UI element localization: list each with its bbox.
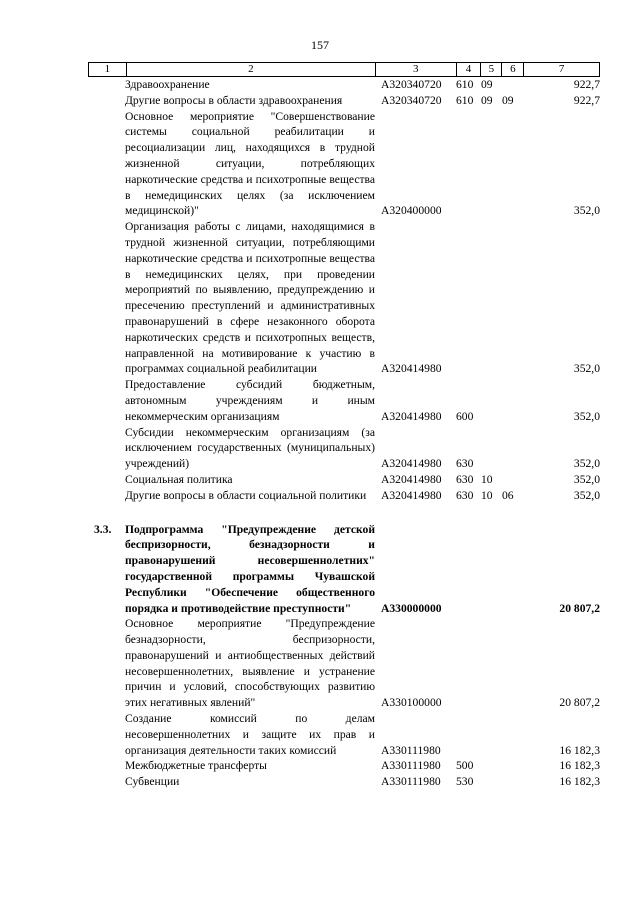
row-number (88, 377, 125, 424)
table-row (88, 488, 600, 504)
row-name-text: Создание комиссий по делам несовершеннолетних и защите их прав и организация деятельности таких комиссий (125, 712, 375, 757)
row-name (125, 377, 375, 424)
row-section (481, 425, 502, 472)
table-row (88, 522, 600, 617)
row-group-code (456, 522, 481, 617)
row-number (88, 93, 125, 109)
row-subsection (502, 425, 524, 472)
row-group-code (456, 77, 481, 93)
row-section-text: 10 (481, 488, 493, 502)
row-code-text: А330111980 (381, 743, 441, 757)
row-amount (524, 522, 600, 617)
row-section-text: 09 (481, 78, 493, 91)
row-subsection (502, 472, 524, 488)
row-group-code-text: 630 (456, 488, 474, 502)
row-amount-text: 352,0 (573, 457, 600, 471)
header-col-6: 6 (501, 63, 523, 76)
row-section (481, 472, 502, 488)
row-section (481, 219, 502, 377)
table-row (88, 77, 600, 93)
row-number-text: 3.3. (94, 522, 112, 536)
row-code-text: А320414980 (381, 472, 442, 486)
row-group-code (456, 109, 481, 220)
row-amount (524, 425, 600, 472)
row-amount-text: 352,0 (573, 362, 600, 376)
row-name-text: Организация работы с лицами, находящимися в трудной жизненной ситуации, потребляющими наркотические средства и психотропные вещества в немедицинских целях, при проведении мероприятий по выявлению, предупреждению и пресечению преступлений и административных правонарушений в сфере незаконного оборота наркотических средств и психотропных веществ, направленной на мотивирование к участию в программах социальной реабилитации (125, 220, 375, 376)
row-code (375, 758, 456, 774)
row-amount (524, 488, 600, 504)
row-amount (524, 711, 600, 758)
row-subsection (502, 77, 524, 93)
row-number (88, 109, 125, 220)
row-name (125, 472, 375, 488)
row-group-code (456, 488, 481, 504)
row-name-text: Субвенции (125, 775, 180, 789)
row-name (125, 109, 375, 220)
row-code (375, 616, 456, 711)
row-code (375, 109, 456, 220)
budget-table (88, 62, 600, 790)
row-group-code (456, 219, 481, 377)
table-header (88, 62, 600, 77)
table-row (88, 219, 600, 377)
row-name-text: Здравоохранение (125, 78, 210, 91)
row-subsection (502, 93, 524, 109)
row-amount (524, 472, 600, 488)
row-section (481, 711, 502, 758)
row-code (375, 93, 456, 109)
table-row (88, 425, 600, 472)
row-code (375, 425, 456, 472)
row-code-text: А320414980 (381, 488, 442, 502)
row-section (481, 488, 502, 504)
row-amount-text: 352,0 (573, 409, 600, 423)
row-name-text: Основное мероприятие "Предупреждение безнадзорности, беспризорности, правонарушений и антиобщественных действий несовершеннолетних, выявление и устранение причин и условий, способствующих развитию этих негативных явлений" (125, 617, 375, 710)
row-amount (524, 77, 600, 93)
row-name (125, 77, 375, 93)
row-section-text: 09 (481, 93, 493, 107)
row-amount (524, 616, 600, 711)
row-name (125, 93, 375, 109)
header-col-4: 4 (456, 63, 481, 76)
row-section (481, 774, 502, 790)
row-amount (524, 219, 600, 377)
row-group-code (456, 472, 481, 488)
row-subsection-text: 06 (502, 488, 514, 502)
row-name-text: Предоставление субсидий бюджетным, автономным учреждениям и иным некоммерческим организациям (125, 378, 375, 423)
row-name-text: Субсидии некоммерческим организациям (за исключением государственных (муниципальных) учреждений) (125, 425, 375, 471)
row-group-code (456, 93, 481, 109)
row-code-text: А320414980 (381, 457, 442, 471)
table-row (88, 616, 600, 711)
table-row (88, 377, 600, 424)
row-code (375, 77, 456, 93)
row-number (88, 616, 125, 711)
row-subsection (502, 109, 524, 220)
header-col-7: 7 (523, 63, 599, 76)
row-name (125, 425, 375, 472)
row-number (88, 774, 125, 790)
row-section (481, 77, 502, 93)
row-amount-text: 352,0 (573, 488, 600, 502)
row-name (125, 219, 375, 377)
row-group-code (456, 377, 481, 424)
row-code (375, 774, 456, 790)
row-section (481, 93, 502, 109)
row-section (481, 109, 502, 220)
row-code (375, 522, 456, 617)
row-group-code-text: 600 (456, 409, 474, 423)
row-amount (524, 93, 600, 109)
row-amount-text: 20 807,2 (559, 696, 600, 710)
row-group-code (456, 425, 481, 472)
row-code-text: А320414980 (381, 409, 442, 423)
page-number: 157 (311, 38, 329, 52)
row-amount-text: 922,7 (573, 93, 600, 107)
row-number (88, 219, 125, 377)
row-section (481, 377, 502, 424)
row-code-text: А320414980 (381, 362, 442, 376)
row-subsection (502, 616, 524, 711)
row-code-text: А330100000 (381, 696, 442, 710)
row-number (88, 77, 125, 93)
table-row (88, 711, 600, 758)
row-subsection (502, 219, 524, 377)
row-name-text: Межбюджетные трансферты (125, 759, 267, 773)
header-col-3: 3 (375, 63, 456, 76)
row-name (125, 488, 375, 504)
row-code-text: А330000000 (381, 601, 442, 615)
row-code-text: А330111980 (381, 775, 441, 789)
row-subsection-text: 09 (502, 93, 514, 107)
table-row (88, 109, 600, 220)
row-section (481, 758, 502, 774)
row-code (375, 711, 456, 758)
row-number (88, 522, 125, 617)
row-group-code-text: 610 (456, 93, 474, 107)
row-group-code-text: 630 (456, 457, 474, 471)
row-subsection (502, 522, 524, 617)
row-code (375, 488, 456, 504)
row-number (88, 711, 125, 758)
row-amount-text: 20 807,2 (559, 601, 600, 615)
table-body (88, 77, 600, 790)
row-code-text: А330111980 (381, 759, 441, 773)
header-col-2: 2 (126, 63, 375, 76)
header-col-1: 1 (104, 63, 111, 75)
row-section (481, 522, 502, 617)
table-row (88, 774, 600, 790)
row-name (125, 711, 375, 758)
row-group-code-text: 500 (456, 759, 474, 773)
row-subsection (502, 377, 524, 424)
row-name-text: Другие вопросы в области социальной политики (125, 488, 367, 502)
row-amount-text: 352,0 (573, 204, 600, 218)
row-subsection (502, 774, 524, 790)
row-number (88, 758, 125, 774)
row-code (375, 472, 456, 488)
table-row (88, 758, 600, 774)
row-section (481, 616, 502, 711)
row-subsection (502, 711, 524, 758)
row-amount (524, 774, 600, 790)
row-number (88, 488, 125, 504)
row-group-code (456, 711, 481, 758)
row-amount (524, 758, 600, 774)
row-code-text: А320400000 (381, 204, 442, 218)
row-amount (524, 377, 600, 424)
row-group-code (456, 616, 481, 711)
row-number (88, 472, 125, 488)
header-col-5: 5 (480, 63, 501, 76)
row-group-code-text: 530 (456, 775, 474, 789)
row-name (125, 522, 375, 617)
row-number (88, 425, 125, 472)
row-group-code-text: 610 (456, 78, 474, 91)
table-row (88, 93, 600, 109)
row-name-text: Другие вопросы в области здравоохранения (125, 93, 343, 107)
row-name (125, 758, 375, 774)
row-name-text: Основное мероприятие "Совершенствование системы социальной реабилитации и ресоциализации лиц, находящихся в трудной жизненной ситуации, потребляющих наркотические средства и психотропные вещества в немедицинских целях (за исключением медицинской)" (125, 109, 375, 218)
row-amount-text: 16 182,3 (559, 743, 600, 757)
row-code (375, 377, 456, 424)
row-code-text: А320340720 (381, 78, 442, 91)
row-group-code (456, 758, 481, 774)
row-name-text: Подпрограмма "Предупреждение детской беспризорности, безнадзорности и правонарушений несовершеннолетних" государственной программы Чувашской Республики "Обеспечение общественного порядка и противодействие преступности" (125, 522, 375, 615)
section-gap (88, 504, 600, 522)
row-amount-text: 16 182,3 (559, 775, 600, 789)
row-subsection (502, 488, 524, 504)
row-amount (524, 109, 600, 220)
row-amount-text: 16 182,3 (559, 759, 600, 773)
row-amount-text: 352,0 (573, 472, 600, 486)
row-amount-text: 922,7 (573, 78, 600, 91)
row-section-text: 10 (481, 472, 493, 486)
row-name (125, 774, 375, 790)
row-name (125, 616, 375, 711)
row-group-code (456, 774, 481, 790)
row-subsection (502, 758, 524, 774)
row-code (375, 219, 456, 377)
table-row (88, 472, 600, 488)
row-group-code-text: 630 (456, 472, 474, 486)
row-name-text: Социальная политика (125, 472, 233, 486)
row-code-text: А320340720 (381, 93, 442, 107)
